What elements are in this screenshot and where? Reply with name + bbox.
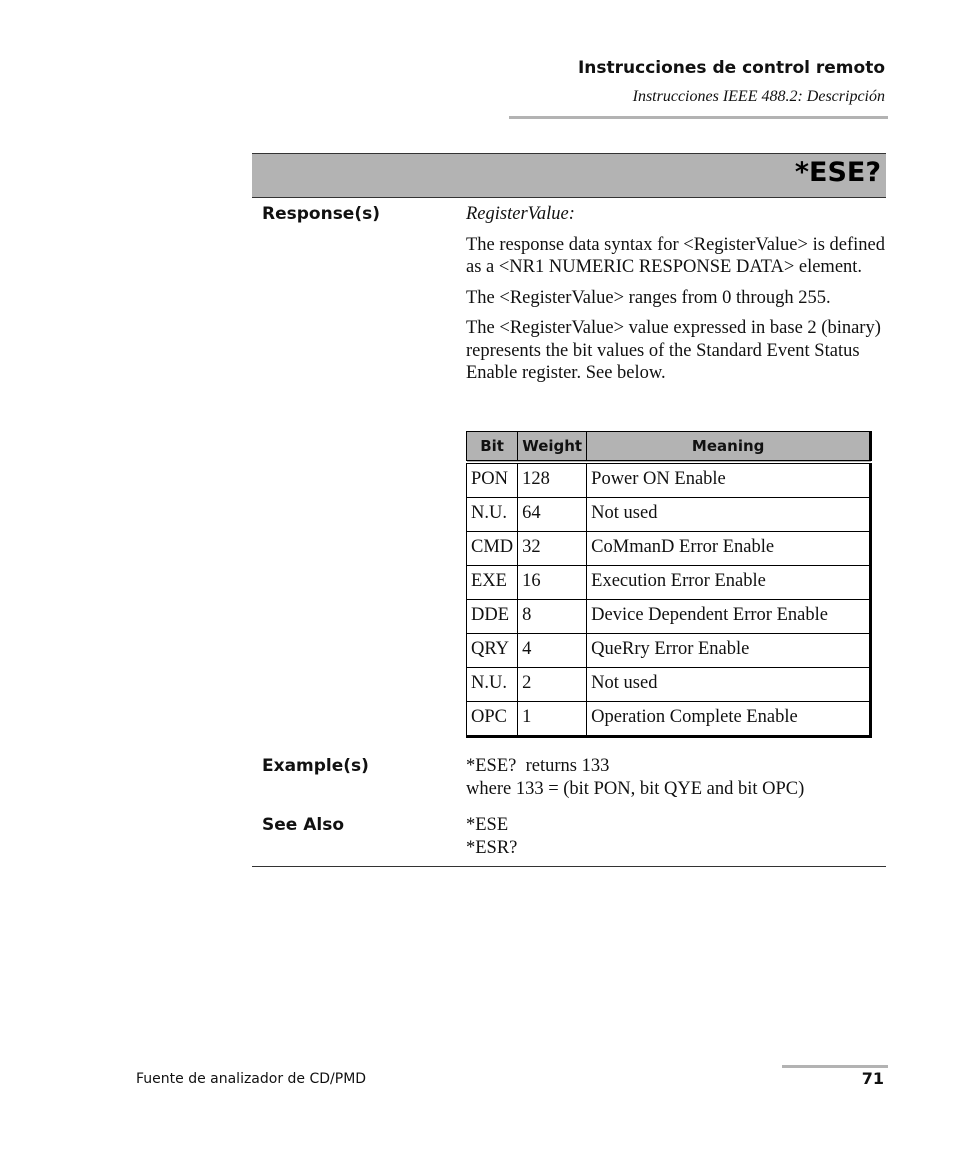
table-row [467,498,871,532]
cell-bit: EXE [467,566,518,600]
command-title: *ESE? [794,157,881,188]
section-end-rule [252,866,886,867]
response-label: Response(s) [262,204,380,224]
cell-meaning: QueRry Error Enable [587,634,871,668]
table-row [467,702,871,737]
see-also-body [466,814,886,859]
cell-bit: OPC [467,702,518,737]
table-row [467,462,871,498]
cell-bit: N.U. [467,668,518,702]
cell-weight: 128 [518,462,587,498]
header-rule [509,116,888,119]
running-header-title: Instrucciones de control remoto [577,58,885,78]
cell-weight: 4 [518,634,587,668]
cell-bit: CMD [467,532,518,566]
page-number: 71 [861,1069,884,1088]
cell-meaning: Not used [587,668,871,702]
response-paragraph-3: The <RegisterValue> value expressed in base 2 (binary) represents the bit values of the Standard Event Status Enable register. See below. [466,318,881,383]
examples-label: Example(s) [262,756,369,776]
cell-weight: 32 [518,532,587,566]
column-header-weight: Weight [518,432,587,463]
cell-meaning: Power ON Enable [587,462,871,498]
table-row [467,600,871,634]
see-also-line-1: *ESE [466,815,509,835]
example-line-2: where 133 = (bit PON, bit QYE and bit OPC) [466,778,805,799]
footer-product-name: Fuente de analizador de CD/PMD [136,1071,367,1087]
cell-weight: 2 [518,668,587,702]
cell-meaning: Operation Complete Enable [587,702,871,737]
column-header-meaning: Meaning [587,432,871,463]
command-banner [252,153,886,198]
bit-table [466,431,872,738]
cell-bit: PON [467,462,518,498]
cell-meaning: Execution Error Enable [587,566,871,600]
table-header-row [467,432,871,463]
see-also-label: See Also [262,815,345,835]
cell-meaning: Device Dependent Error Enable [587,600,871,634]
table-row [467,668,871,702]
examples-body [466,755,886,800]
cell-bit: N.U. [467,498,518,532]
response-register-value: RegisterValue: [466,204,575,224]
cell-weight: 16 [518,566,587,600]
cell-bit: DDE [467,600,518,634]
response-paragraph-2: The <RegisterValue> ranges from 0 through 255. [466,287,831,308]
table-row [467,634,871,668]
see-also-line-2: *ESR? [466,837,518,858]
running-header-subtitle: Instrucciones IEEE 488.2: Descripción [632,88,885,105]
table-row [467,566,871,600]
cell-weight: 64 [518,498,587,532]
example-line-1: *ESE? returns 133 [466,756,610,776]
footer-rule [782,1065,888,1068]
table-row [467,532,871,566]
response-body [466,203,886,385]
cell-meaning: Not used [587,498,871,532]
cell-bit: QRY [467,634,518,668]
cell-weight: 8 [518,600,587,634]
cell-meaning: CoMmanD Error Enable [587,532,871,566]
response-paragraph-1: The response data syntax for <RegisterValue> is defined as a <NR1 NUMERIC RESPONSE DATA> element. [466,234,886,277]
column-header-bit: Bit [467,432,518,463]
cell-weight: 1 [518,702,587,737]
